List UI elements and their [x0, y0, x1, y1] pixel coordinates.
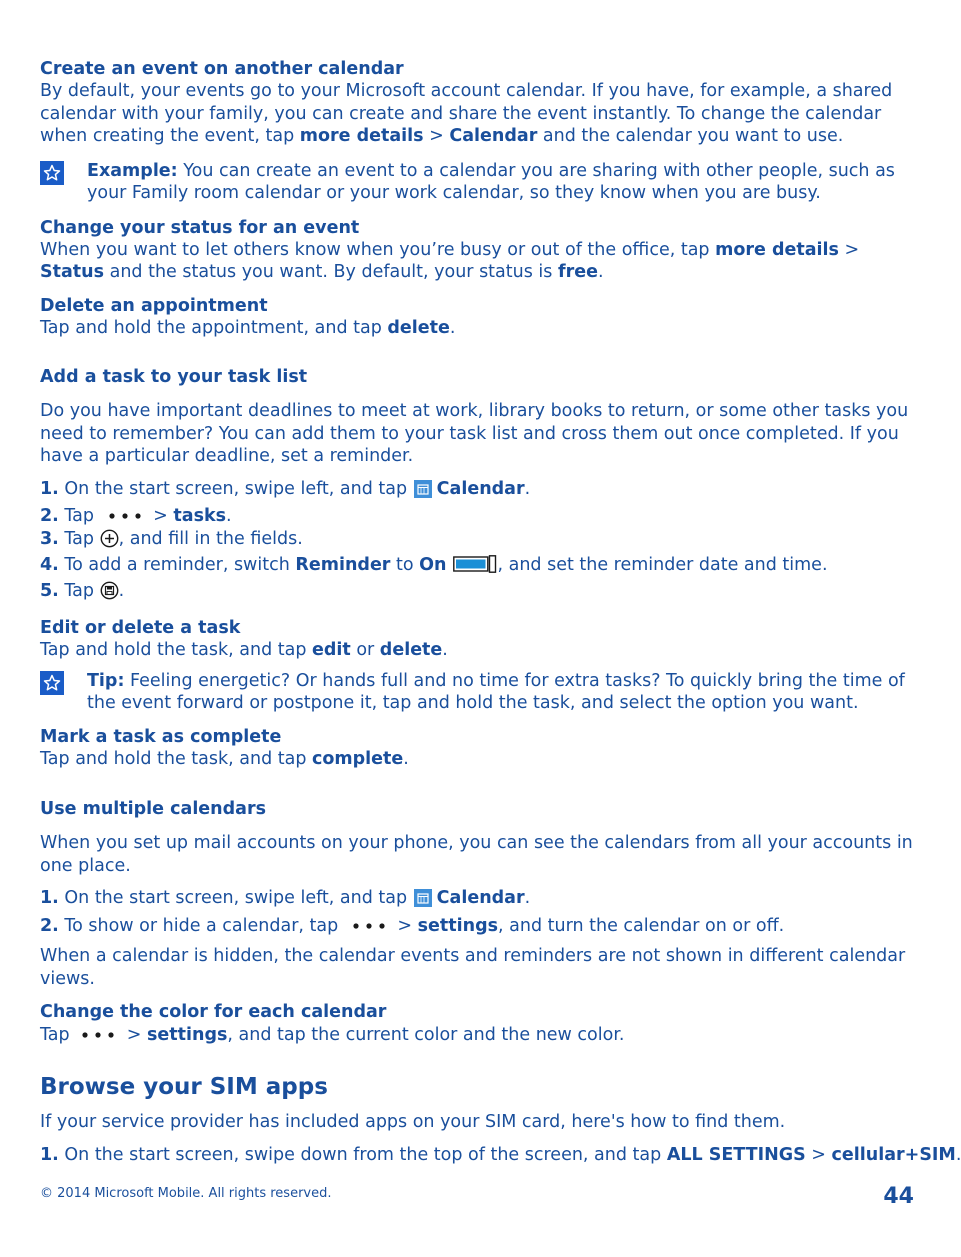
- step-number: 2.: [40, 915, 59, 936]
- paragraph-change-status: [40, 239, 920, 284]
- bold-tasks: tasks: [173, 506, 227, 526]
- paragraph-hidden-calendar: When a calendar is hidden, the calendar events and reminders are not shown in different calendar views.: [40, 946, 906, 989]
- bold-status: Status: [40, 262, 105, 282]
- example-label: Example:: [87, 160, 178, 181]
- multiple-calendars-steps: [40, 887, 920, 937]
- heading-edit-delete-task: Edit or delete a task: [40, 618, 241, 638]
- text: On the start screen, swipe down from the top of the screen, and tap: [58, 1145, 667, 1165]
- text: , and set the reminder date and time.: [497, 555, 828, 575]
- step-1: [40, 478, 920, 505]
- add-task-steps: [40, 478, 920, 607]
- step-1: [40, 1144, 961, 1167]
- text: On the start screen, swipe left, and tap: [58, 888, 413, 908]
- step-5: [40, 580, 920, 607]
- text: .: [442, 640, 448, 660]
- step-4: [40, 554, 920, 580]
- bold-complete: complete: [312, 748, 404, 769]
- text: , and tap the current color and the new color.: [227, 1025, 625, 1045]
- separator: >: [838, 239, 860, 260]
- text: , and turn the calendar on or off.: [498, 915, 785, 936]
- text: Tap: [40, 1025, 76, 1045]
- heading-browse-sim-apps: Browse your SIM apps: [40, 1073, 328, 1100]
- step-number: 4.: [40, 555, 59, 575]
- bold-all-settings: ALL SETTINGS: [666, 1145, 806, 1165]
- text: to: [390, 555, 420, 575]
- text: Tap and hold the appointment, and tap: [40, 317, 388, 338]
- text: .: [226, 506, 232, 526]
- page-content: [40, 58, 961, 1167]
- more-dots-icon: [81, 1023, 115, 1046]
- bold-free: free: [557, 262, 598, 282]
- text: Tap: [58, 506, 100, 526]
- footer-copyright: © 2014 Microsoft Mobile. All rights reserved.: [40, 1186, 332, 1201]
- step-number: 1.: [40, 888, 59, 908]
- star-icon: [40, 671, 64, 695]
- step-3: [40, 528, 920, 555]
- bold-delete: delete: [387, 317, 450, 338]
- paragraph-multiple-calendars-intro: When you set up mail accounts on your phone, you can see the calendars from all your accounts in one place.: [40, 833, 913, 876]
- heading-add-task: Add a task to your task list: [40, 367, 308, 387]
- heading-create-event-other-calendar: Create an event on another calendar: [40, 59, 404, 79]
- bold-more-details: more details: [715, 239, 839, 260]
- heading-mark-task-complete: Mark a task as complete: [40, 726, 282, 747]
- example-note: [40, 160, 920, 205]
- bold-calendar: Calendar: [436, 478, 525, 499]
- paragraph-change-calendar-color: [40, 1023, 920, 1047]
- bold-settings: settings: [417, 915, 499, 936]
- step-number: 1.: [40, 1145, 59, 1165]
- step-number: 3.: [40, 528, 59, 549]
- step-number: 2.: [40, 506, 59, 526]
- text: Tap: [58, 580, 100, 601]
- heading-delete-appointment: Delete an appointment: [40, 295, 268, 316]
- page-number: 44: [883, 1184, 914, 1209]
- bold-more-details: more details: [299, 126, 424, 146]
- paragraph-add-task-intro: Do you have important deadlines to meet at work, library books to return, or some other tasks you need to remember? You can add them to your task list and cross them out once completed. If you have a particular deadline, set a reminder.: [40, 401, 909, 466]
- separator: >: [147, 506, 174, 526]
- separator: >: [121, 1025, 147, 1045]
- text: .: [449, 317, 456, 338]
- tip-label: Tip:: [87, 670, 125, 691]
- text: To show or hide a calendar, tap: [58, 915, 344, 936]
- paragraph-mark-task-complete: [40, 748, 920, 771]
- heading-change-calendar-color: Change the color for each calendar: [40, 1002, 387, 1022]
- text: By default, your events go to your Microsoft account calendar. If you have, for example, a shared calendar with your family, you can create and share the event instantly. To change the calendar when creating the event, tap: [40, 81, 893, 146]
- text: and the calendar you want to use.: [537, 126, 844, 146]
- bold-calendar: Calendar: [449, 126, 538, 146]
- text: .: [597, 262, 604, 282]
- tip-note: [40, 670, 920, 715]
- text: When you want to let others know when you’re busy or out of the office, tap: [40, 239, 716, 260]
- text: , and fill in the fields.: [118, 528, 303, 549]
- text: Tap and hold the task, and tap: [40, 748, 312, 769]
- paragraph-delete-appointment: [40, 317, 920, 340]
- step-1: [40, 887, 920, 914]
- text: Tap: [58, 528, 100, 549]
- text: To add a reminder, switch: [58, 555, 296, 575]
- toggle-on-icon: [453, 555, 497, 580]
- text: or: [350, 640, 380, 660]
- text: .: [118, 580, 125, 601]
- bold-cellular-sim: cellular+SIM: [831, 1145, 956, 1165]
- separator: >: [391, 915, 418, 936]
- bold-reminder: Reminder: [295, 555, 391, 575]
- more-dots-icon: [352, 914, 386, 937]
- text: You can create an event to a calendar you are sharing with other people, such as your Family room calendar or your work calendar, so they know when you are busy.: [87, 160, 895, 203]
- step-number: 5.: [40, 580, 59, 601]
- bold-on: On: [419, 555, 447, 575]
- bold-calendar: Calendar: [436, 888, 525, 908]
- paragraph-edit-delete-task: [40, 639, 920, 662]
- text: .: [524, 478, 531, 499]
- bold-settings: settings: [147, 1025, 228, 1045]
- calendar-tile-icon: [414, 480, 432, 505]
- text: and the status you want. By default, your status is: [104, 262, 558, 282]
- paragraph-sim-apps-intro: If your service provider has included apps on your SIM card, here's how to find them.: [40, 1111, 786, 1132]
- tip-text: [87, 670, 920, 715]
- step-number: 1.: [40, 478, 59, 499]
- text: Feeling energetic? Or hands full and no time for extra tasks? To quickly bring the time of the event forward or postpone it, tap and hold the task, and select the option you want.: [87, 670, 905, 713]
- bold-edit: edit: [312, 640, 351, 660]
- text: Tap and hold the task, and tap: [40, 640, 312, 660]
- bold-delete: delete: [379, 640, 443, 660]
- step-2: [40, 914, 920, 938]
- more-dots-icon: [108, 504, 142, 527]
- paragraph-create-event: [40, 80, 920, 148]
- save-circle-icon: [100, 581, 119, 607]
- separator: >: [423, 126, 450, 146]
- heading-change-status: Change your status for an event: [40, 217, 360, 238]
- heading-multiple-calendars: Use multiple calendars: [40, 799, 267, 819]
- text: .: [955, 1145, 961, 1165]
- text: On the start screen, swipe left, and tap: [58, 478, 413, 499]
- text: .: [524, 888, 531, 908]
- example-text: [87, 160, 920, 205]
- add-circle-icon: [100, 529, 119, 555]
- step-2: [40, 504, 920, 528]
- star-icon: [40, 161, 64, 185]
- separator: >: [805, 1145, 832, 1165]
- calendar-tile-icon: [414, 889, 432, 914]
- text: .: [403, 748, 409, 769]
